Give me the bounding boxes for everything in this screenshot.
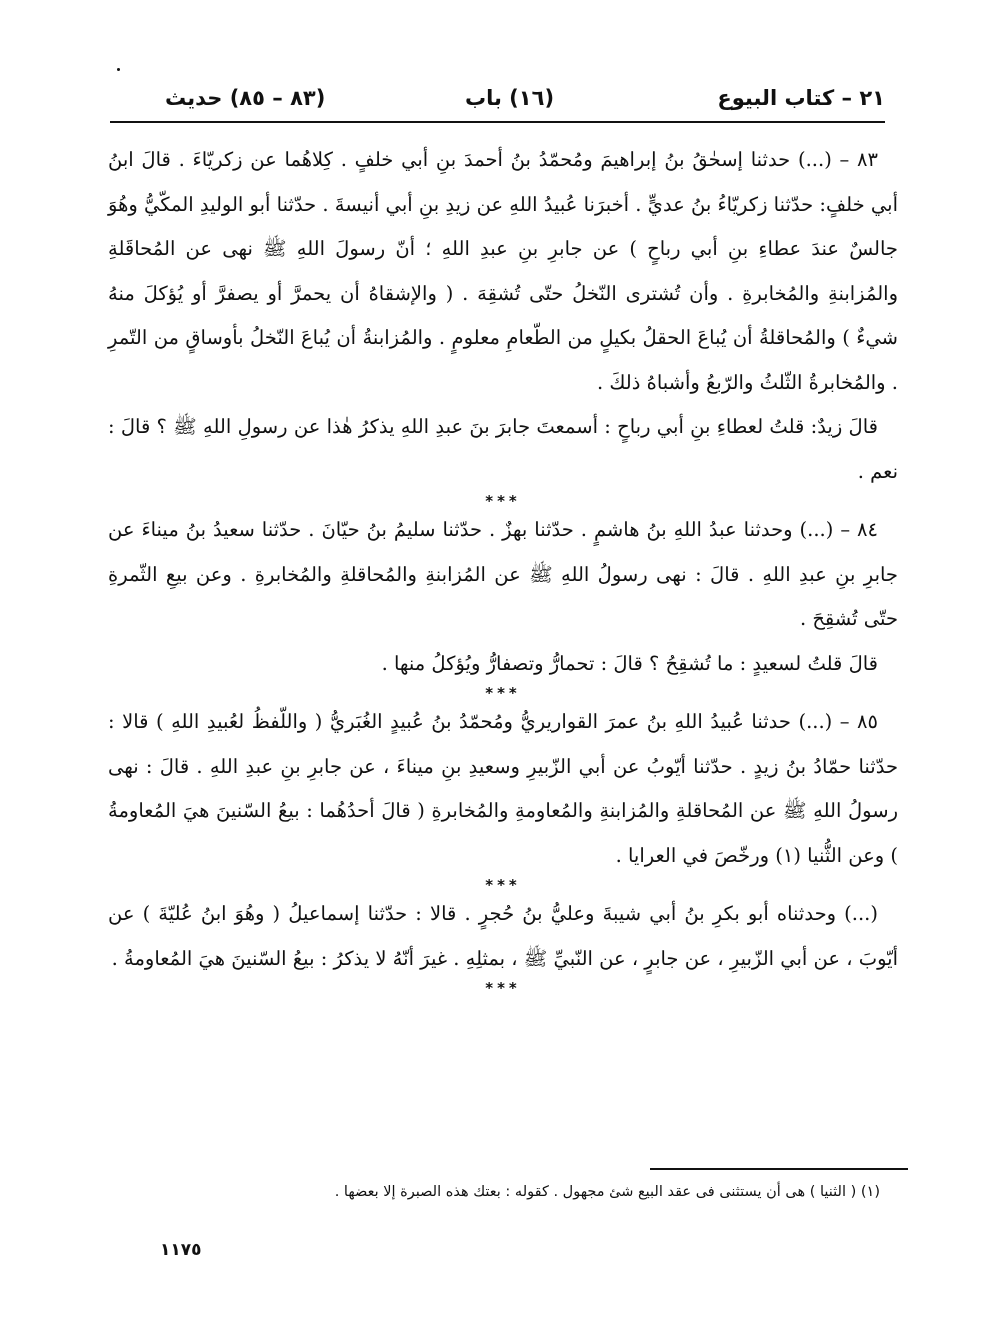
hadith-85-variant: (...) وحدثناه أبو بكرِ بنُ أبي شيبةَ وعليُّ بنُ حُجرٍ . قالا : حدّثنا إسماعيلُ ( وهُوَ ابنُ عُليّةَ ) عن أيّوبَ ، عن أبي الزّبيرِ ، عن جابرٍ ، عن النّبيِّ ﷺ ، بمثلِهِ . غيرَ أنّهُ لا يذكرُ : بيعُ السّنينَ هيَ المُعاومةُ . bbox=[108, 902, 898, 970]
hadith-84-note: قالَ قلتُ لسعيدٍ : ما تُشقِحُ ؟ قالَ : تحمارُّ وتصفارُّ ويُؤكلُ منها . bbox=[381, 651, 878, 675]
section-separator: *** bbox=[485, 979, 521, 997]
header-hadith-range: (٨٣ – ٨٥) حديث bbox=[165, 86, 326, 110]
header-chapter: (١٦) باب bbox=[465, 86, 555, 110]
ink-dot bbox=[117, 68, 120, 71]
footnote-rule bbox=[650, 1168, 908, 1170]
hadith-83-note: قالَ زيدٌ: قلتُ لعطاءِ بنِ أبي رباحٍ : أسمعتَ جابرَ بنَ عبدِ اللهِ يذكرُ هٰذا عن رسولِ اللهِ ﷺ ؟ قالَ : نعم . bbox=[108, 415, 898, 483]
main-text bbox=[108, 138, 898, 995]
hadith-85: ٨٥ – (...) حدثنا عُبيدُ اللهِ بنُ عمرَ القواريريُّ ومُحمّدُ بنُ عُبيدٍ الغُبَريُّ ( واللّفظُ لعُبيدِ اللهِ ) قالا : حدّثنا حمّادُ بنُ زيدٍ . حدّثنا أيّوبُ عن أبي الزّبيرِ وسعيدِ بنِ ميناءَ ، عن جابرِ بنِ عبدِ اللهِ . قالَ : نهى رسولُ اللهِ ﷺ عن المُحاقلةِ والمُزابنةِ والمُعاومةِ والمُخابرةِ ( قالَ أحدُهُما : بيعُ السّنينَ هيَ المُعاومةُ ) وعن الثُّنيا (١) ورخّصَ في العرايا . bbox=[108, 710, 898, 867]
section-separator: *** bbox=[485, 876, 521, 894]
running-header bbox=[165, 80, 885, 116]
page-number: ١١٧٥ bbox=[160, 1240, 202, 1260]
section-separator: *** bbox=[485, 492, 521, 510]
header-rule bbox=[110, 121, 885, 123]
header-book-title: ٢١ – كتاب البيوع bbox=[717, 86, 885, 110]
hadith-84: ٨٤ – (...) وحدثنا عبدُ اللهِ بنُ هاشمٍ . حدّثنا بهزٌ . حدّثنا سليمُ بنُ حيّانَ . حدّثنا سعيدُ بنُ ميناءَ عن جابرِ بنِ عبدِ اللهِ . قالَ : نهى رسولُ اللهِ ﷺ عن المُزابنةِ والمُحاقلةِ والمُخابرةِ . وعن بيعِ الثّمرةِ حتّى تُشقِحَ . bbox=[108, 518, 898, 630]
hadith-83: ٨٣ – (...) حدثنا إسحٰقُ بنُ إبراهيمَ ومُحمّدُ بنُ أحمدَ بنِ أبي خلفٍ . كِلاهُما عن زكريّاءَ . قالَ ابنُ أبي خلفٍ: حدّثنا زكريّاءُ بنُ عديٍّ . أخبرَنا عُبيدُ اللهِ عن زيدِ بنِ أبي أنيسةَ . حدّثنا أبو الوليدِ المكّيُّ وهُوَ جالسٌ عندَ عطاءِ بنِ أبي رباحٍ ) عن جابرِ بنِ عبدِ اللهِ ؛ أنّ رسولَ اللهِ ﷺ نهى عن المُحاقَلةِ والمُزابنةِ والمُخابرةِ . وأن تُشترى النّخلُ حتّى تُشقِهَ . ( والإشقاهُ أن يحمرَّ أو يصفرَّ أو يُؤكلَ منهُ شيءٌ ) والمُحاقلةُ أن يُباعَ الحقلُ بكيلٍ من الطّعامِ معلومٍ . والمُزابنةُ أن يُباعَ النّخلُ بأوساقٍ من التّمرِ . والمُخابرةُ الثّلثُ والرّبعُ وأشباهُ ذلكَ . bbox=[108, 148, 898, 394]
section-separator: *** bbox=[485, 684, 521, 702]
footnote: (١) ( الثنيا ) هى أن يستثنى فى عقد البيع شئ مجهول . كقوله : بعتك هذه الصبرة إلا بعضها . bbox=[334, 1184, 880, 1200]
